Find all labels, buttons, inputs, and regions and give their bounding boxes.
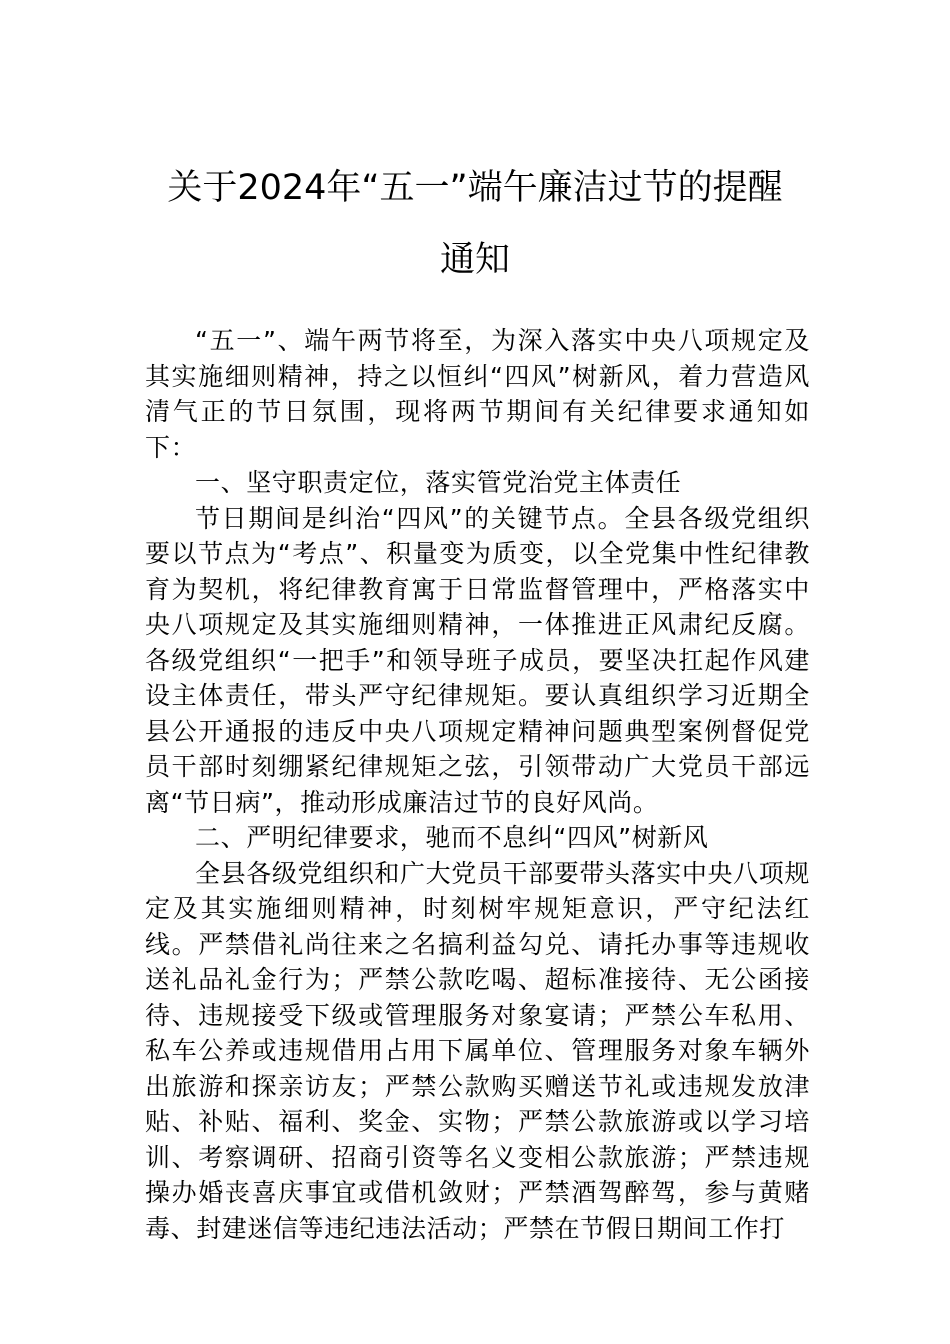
section-1-heading: 一、坚守职责定位，落实管党治党主体责任 — [195, 468, 682, 497]
intro-paragraph: “五一”、端午两节将至，为深入落实中央八项规定及其实施细则精神，持之以恒纠“四风”树新风，着力营造风清气正的节日氛围，现将两节期间有关纪律要求通知如下： — [145, 326, 810, 462]
section-2-paragraph: 全县各级党组织和广大党员干部要带头落实中央八项规定及其实施细则精神，时刻树牢规矩意识，严守纪法红线。严禁借礼尚往来之名搞利益勾兑、请托办事等违规收送礼品礼金行为；严禁公款吃喝、超标准接待、无公函接待、违规接受下级或管理服务对象宴请；严禁公车私用、私车公养或违规借用占用下属单位、管理服务对象车辆外出旅游和探亲访友；严禁公款购买赠送节礼或违规发放津贴、补贴、福利、奖金、实物；严禁公款旅游或以学习培训、考察调研、招商引资等名义变相公款旅游；严禁违规操办婚丧喜庆事宜或借机敛财；严禁酒驾醉驾，参与黄赌毒、封建迷信等违纪违法活动；严禁在节假日期间工作打 — [145, 858, 810, 1243]
section-2-heading: 二、严明纪律要求，驰而不息纠“四风”树新风 — [195, 823, 709, 852]
section-1-paragraph: 节日期间是纠治“四风”的关键节点。全县各级党组织要以节点为“考点”、积量变为质变，以全党集中性纪律教育为契机，将纪律教育寓于日常监督管理中，严格落实中央八项规定及其实施细则精神，一体推进正风肃纪反腐。各级党组织“一把手”和领导班子成员，要坚决扛起作风建设主体责任，带头严守纪律规矩。要认真组织学习近期全县公开通报的违反中央八项规定精神问题典型案例督促党员干部时刻绷紧纪律规矩之弦，引领带动广大党员干部远离“节日病”，推动形成廉洁过节的良好风尚。 — [145, 503, 810, 817]
title-line-1: 关于2024年“五一”端午廉洁过节的提醒 — [167, 168, 783, 208]
title-line-2: 通知 — [439, 240, 510, 280]
document-title — [140, 152, 810, 296]
document-body — [145, 323, 810, 1246]
